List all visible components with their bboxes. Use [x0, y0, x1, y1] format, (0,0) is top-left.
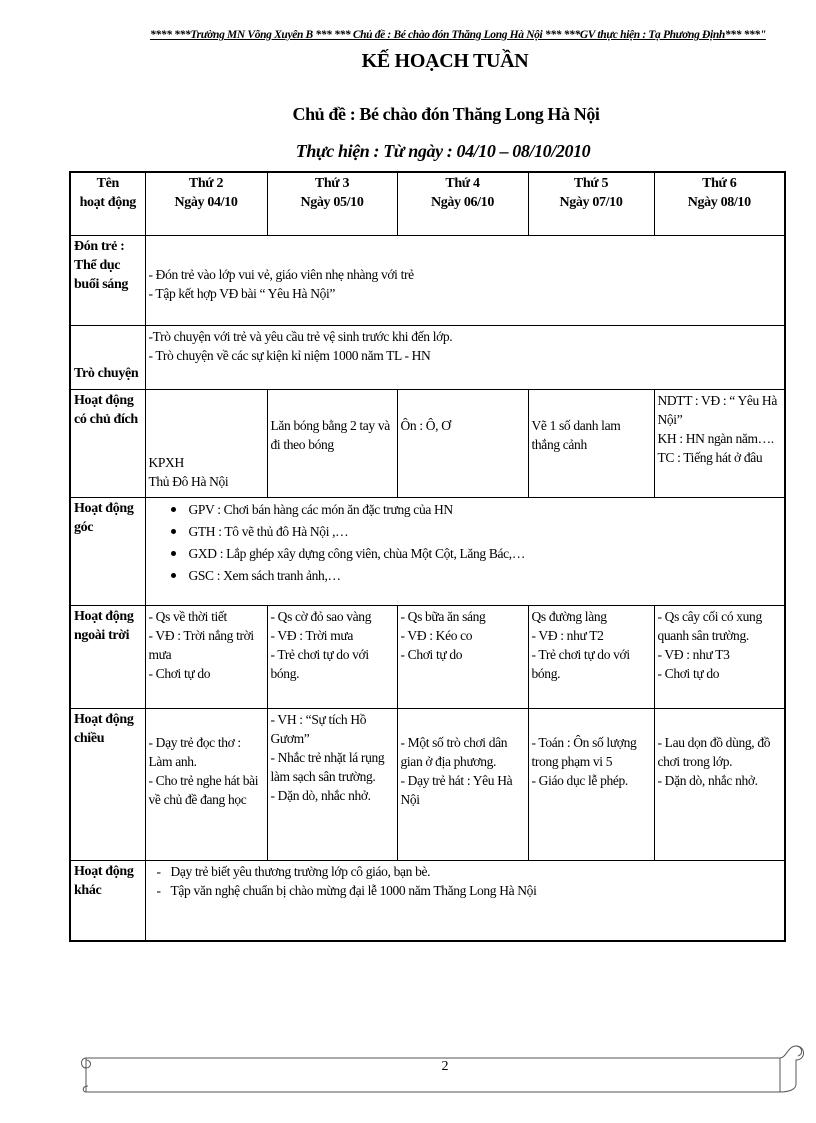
activity-label: khác [74, 882, 102, 898]
activity-label-cell [70, 389, 145, 497]
cell-line: - VĐ : Kéo co [400, 627, 473, 643]
goc-content [145, 497, 785, 605]
activity-label: Hoạt động [74, 608, 134, 624]
activity-label: Trò chuyện [74, 365, 139, 381]
cell-line: - Dạy trẻ hát : Yêu Hà [400, 772, 513, 788]
activity-label: Hoạt động [74, 392, 134, 408]
list-item: GSC : Xem sách tranh ảnh,… [189, 565, 782, 587]
cell-line: - Toán : Ôn số lượng [531, 734, 637, 750]
don-tre-content [145, 235, 785, 325]
cell-line: - Qs bữa ăn sáng [400, 608, 486, 624]
header-day: Thứ 2 [188, 176, 224, 191]
header-day-cell [397, 172, 528, 235]
header-day: Thứ 4 [445, 176, 480, 191]
cell-mon [145, 708, 267, 860]
header-activity-label: hoạt động [79, 195, 136, 210]
header-date: Ngày 08/10 [687, 195, 751, 210]
cell-line: Lăn bóng bằng 2 tay và [270, 417, 390, 433]
date-range-line: Thực hiện : Từ ngày : 04/10 – 08/10/2010 [295, 141, 591, 161]
cell-line: - Chơi tự do [657, 665, 720, 681]
cell-line: bóng. [531, 665, 561, 681]
cell-thu [528, 389, 654, 497]
activity-label: Hoạt động [74, 863, 134, 879]
cell-line: - Dạy trẻ đọc thơ : [148, 734, 241, 750]
row-co-chu-dich [70, 389, 785, 497]
row-ngoai-troi [70, 605, 785, 708]
header-date: Ngày 06/10 [430, 195, 494, 210]
header-date: Ngày 04/10 [174, 195, 238, 210]
activity-label-cell [70, 860, 145, 941]
list-item: - Dạy trẻ biết yêu thương trường lớp cô giáo, bạn bè. [171, 862, 782, 881]
header-row [70, 172, 785, 235]
cell-line: chơi trong lớp. [657, 753, 733, 769]
content-line: - Trò chuyện về các sự kiện kỉ niệm 1000 năm TL - HN [148, 347, 431, 363]
cell-wed [397, 389, 528, 497]
list-item: GTH : Tô vẽ thủ đô Hà Nội ,… [189, 521, 782, 543]
cell-line: - Giáo dục lễ phép. [531, 772, 628, 788]
content-line: - Đón trẻ vào lớp vui vẻ, giáo viên nhẹ nhàng với trẻ [148, 266, 414, 282]
topic-line: Chủ đề : Bé chào đón Thăng Long Hà Nội [292, 104, 600, 124]
activity-label: có chủ đích [74, 411, 138, 427]
cell-line: đi theo bóng [270, 436, 334, 452]
header-day-cell [145, 172, 267, 235]
cell-line: - Qs cây cối có xung [657, 608, 762, 624]
row-tro-chuyen [70, 325, 785, 389]
cell-line: thắng cảnh [531, 436, 587, 452]
activity-label: chiều [74, 730, 105, 746]
goc-bullet-list [149, 499, 782, 587]
row-chieu [70, 708, 785, 860]
header-day-cell [267, 172, 397, 235]
cell-line: trong phạm vi 5 [531, 753, 613, 769]
cell-mon [145, 389, 267, 497]
activity-label: góc [74, 519, 94, 535]
cell-line: - VĐ : như T2 [531, 627, 604, 643]
cell-line: - Dặn dò, nhắc nhở. [657, 772, 758, 788]
khac-content [145, 860, 785, 941]
row-goc [70, 497, 785, 605]
cell-line: Làm anh. [148, 753, 197, 769]
cell-line: KPXH [148, 454, 184, 470]
activity-label-cell [70, 325, 145, 389]
list-item: - Tập văn nghệ chuẩn bị chào mừng đại lễ 1000 năm Thăng Long Hà Nội [171, 881, 782, 900]
cell-wed [397, 605, 528, 708]
page-number: 2 [441, 1059, 449, 1074]
cell-line: bóng. [270, 665, 300, 681]
weekly-plan-table [69, 171, 786, 942]
header-activity-cell [70, 172, 145, 235]
cell-line: - VĐ : Trời mưa [270, 627, 353, 643]
cell-mon [145, 605, 267, 708]
cell-tue [267, 389, 397, 497]
cell-line: - Dặn dò, nhắc nhở. [270, 787, 371, 803]
cell-thu [528, 708, 654, 860]
cell-line: - Qs về thời tiết [148, 608, 227, 624]
cell-line: Thủ Đô Hà Nội [148, 473, 229, 489]
activity-label: buổi sáng [74, 276, 129, 292]
row-khac [70, 860, 785, 941]
activity-label-cell [70, 708, 145, 860]
cell-line: - VĐ : như T3 [657, 646, 730, 662]
cell-line: - Chơi tự do [400, 646, 463, 662]
cell-line: - VĐ : Trời nắng trời [148, 627, 254, 643]
cell-line: - Chơi tự do [148, 665, 211, 681]
header-day: Thứ 3 [314, 176, 350, 191]
header-day-cell [654, 172, 785, 235]
activity-label-cell [70, 497, 145, 605]
cell-line: NDTT : VĐ : “ Yêu Hà [657, 392, 777, 408]
cell-tue [267, 708, 397, 860]
activity-label: Hoạt động [74, 711, 134, 727]
cell-line: - Trẻ chơi tự do với [270, 646, 369, 662]
cell-line: - Nhắc trẻ nhặt lá rụng [270, 749, 385, 765]
cell-line: về chủ đề đang học [148, 791, 247, 807]
list-item: GPV : Chơi bán hàng các món ăn đặc trưng của HN [189, 499, 782, 521]
cell-line: mưa [148, 646, 172, 662]
row-don-tre [70, 235, 785, 325]
header-day: Thứ 6 [702, 176, 737, 191]
activity-label: Thể dục [74, 257, 121, 273]
activity-label-cell [70, 605, 145, 708]
header-date: Ngày 07/10 [559, 195, 623, 210]
cell-line: quanh sân trường. [657, 627, 749, 643]
cell-line: Nội [400, 791, 420, 807]
list-item: GXD : Lắp ghép xây dựng công viên, chùa Một Cột, Lăng Bác,… [189, 543, 782, 565]
cell-line: Gươm” [270, 730, 310, 746]
cell-line: Ôn : Ô, Ơ [400, 417, 451, 433]
cell-fri [654, 605, 785, 708]
activity-label: Đón trẻ : [74, 238, 125, 254]
header-line: **** ***Trường MN Võng Xuyên B *** *** Chủ đề : Bé chào đón Thăng Long Hà Nội *** ***GV thực hiện : Tạ Phương Định*** ***" [150, 29, 766, 41]
header-day-cell [528, 172, 654, 235]
cell-line: - Cho trẻ nghe hát bài [148, 772, 259, 788]
tro-chuyen-content [145, 325, 785, 389]
cell-line: - Một số trò chơi dân [400, 734, 508, 750]
cell-line: làm sạch sân trường. [270, 768, 376, 784]
cell-line: Vẽ 1 số danh lam [531, 417, 621, 433]
cell-line: - Lau dọn đồ dùng, đồ [657, 734, 771, 750]
cell-line: - Qs cờ đỏ sao vàng [270, 608, 372, 624]
cell-line: gian ở địa phương. [400, 753, 497, 769]
page-title: KẾ HOẠCH TUẦN [361, 50, 529, 72]
cell-fri [654, 708, 785, 860]
cell-line: TC : Tiếng hát ở đâu [657, 449, 763, 465]
activity-label: Hoạt động [74, 500, 134, 516]
cell-line: Nội” [657, 411, 683, 427]
cell-tue [267, 605, 397, 708]
cell-line: - Trẻ chơi tự do với [531, 646, 630, 662]
khac-dash-list [149, 862, 782, 900]
cell-line: KH : HN ngàn năm…. [657, 430, 774, 446]
activity-label: ngoài trời [74, 627, 130, 643]
cell-line: Qs đường làng [531, 608, 607, 624]
cell-thu [528, 605, 654, 708]
header-day: Thứ 5 [573, 176, 609, 191]
cell-wed [397, 708, 528, 860]
header-date: Ngày 05/10 [300, 195, 364, 210]
header-activity-label: Tên [96, 176, 119, 191]
cell-line: - VH : “Sự tích Hồ [270, 711, 367, 727]
content-line: - Tập kết hợp VĐ bài “ Yêu Hà Nội” [148, 285, 336, 301]
activity-label-cell [70, 235, 145, 325]
content-line: -Trò chuyện với trẻ và yêu cầu trẻ vệ sinh trước khi đến lớp. [148, 328, 453, 344]
cell-fri [654, 389, 785, 497]
